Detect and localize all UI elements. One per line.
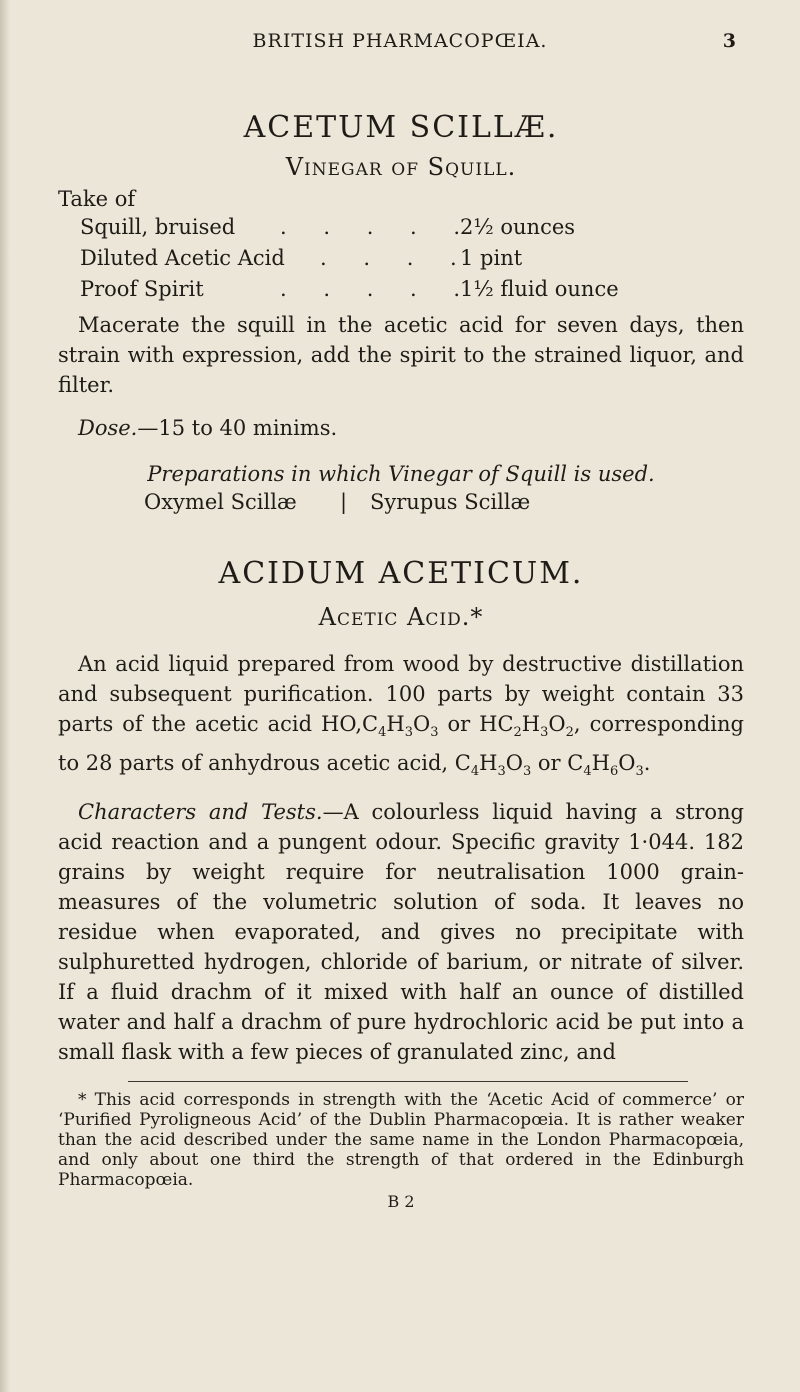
formula-subscript: 2 (565, 725, 574, 741)
description-start: An acid liquid prepared from wood by destructive distillation and subsequent purification. 100 parts by weight contain 33 parts of the acetic acid HO,C (58, 652, 744, 736)
formula-part: O (548, 712, 566, 736)
formula-subscript: 3 (522, 764, 532, 780)
formula-subscript: 6 (609, 764, 619, 780)
characters-text: —A colourless liquid having a strong acid reaction and a pungent odour. Specific gravity 1·044. 182 grains by weight require for neutralisation 1000 grain-measures of the volumetric solution of soda. It leaves no residue when evaporated, and gives no precipitate with sulphuretted hydrogen, chloride of barium, or nitrate of silver. If a fluid drachm of it mixed with half an ounce of distilled water and half a drachm of pure hydrochloric acid be put into a small flask with a few pieces of granulated zinc, and (58, 800, 744, 1065)
leader-dots: . . . . (320, 246, 472, 270)
ingredient-name: Proof Spirit (80, 277, 204, 301)
page-content (58, 80, 744, 1211)
acetum-scillae-title: ACETUM SCILLÆ. (243, 110, 559, 145)
ingredient-name: Squill, bruised (80, 215, 236, 239)
take-of-label: Take of (58, 187, 136, 211)
ingredient-list (58, 215, 744, 308)
preparation-separator: | (340, 490, 348, 514)
formula-part: O (412, 712, 431, 736)
leader-dots: . . . . . (280, 215, 476, 239)
dose-value: —15 to 40 minims. (137, 416, 338, 440)
formula-subscript: 3 (404, 725, 413, 741)
formula-subscript: 3 (497, 764, 506, 780)
formula-subscript: 2 (513, 725, 522, 741)
directions-paragraph: Macerate the squill in the acetic acid for seven days, then strain with expression, add the spirit to the strained liquor, and filter. (58, 313, 744, 397)
dose-line (58, 416, 744, 440)
ingredient-quantity: 1 pint (460, 246, 523, 270)
footnote: * This acid corresponds in strength with the ‘Acetic Acid of commerce’ or ‘Purified Pyroligneous Acid’ of the Dublin Pharmacopœia. It is rather weaker than the acid described under the same name in the London Pharmacopœia, and only about one third the strength of that ordered in the Edinburgh Pharmacopœia. (58, 1090, 744, 1191)
page-number: 3 (722, 30, 736, 52)
preparations-row (58, 490, 744, 524)
formula-part: O (618, 751, 636, 776)
characters-and-tests-paragraph (58, 797, 744, 1067)
ingredient-quantity: 2½ ounces (460, 215, 576, 239)
formula-subscript: 3 (540, 725, 549, 741)
formula-subscript: 3 (430, 725, 439, 741)
running-title: BRITISH PHARMACOPŒIA. (252, 30, 548, 52)
formula-or: or HC (438, 712, 514, 736)
formula-or: or C (531, 751, 584, 776)
ingredient-row (58, 246, 744, 277)
formula-part: H (591, 751, 610, 776)
acetic-acid-description (58, 649, 744, 787)
formula-end: . (643, 751, 651, 776)
ingredient-row (58, 277, 744, 308)
formula-part: O (505, 751, 523, 776)
characters-label: Characters and Tests. (78, 800, 323, 825)
formula-part: H (521, 712, 541, 736)
preparations-heading: Preparations in which Vinegar of Squill is used. (147, 462, 655, 486)
formula-part: H (386, 712, 405, 736)
description-mid: , corresponding to 28 parts of anhydrous acetic acid, C (58, 712, 744, 776)
formula-subscript: 3 (635, 764, 644, 780)
formula-part: H (479, 751, 498, 776)
formula-subscript: 4 (470, 764, 480, 780)
acetum-scillae-subtitle: Vinegar of Squill. (285, 153, 517, 181)
preparation-item: Syrupus Scillæ (370, 490, 531, 514)
formula-subscript: 4 (378, 725, 387, 741)
footnote-divider (128, 1081, 688, 1082)
ingredient-name: Diluted Acetic Acid (80, 246, 285, 270)
ingredient-quantity: 1½ fluid ounce (460, 277, 619, 301)
leader-dots: . . . . . (280, 277, 476, 301)
acidum-aceticum-title: ACIDUM ACETICUM. (218, 556, 584, 591)
ingredient-row (58, 215, 744, 246)
acidum-aceticum-subtitle: Acetic Acid.* (318, 603, 484, 631)
dose-label: Dose. (78, 416, 138, 440)
page-gutter-shadow (0, 0, 10, 1392)
preparation-item: Oxymel Scillæ (144, 490, 297, 514)
formula-subscript: 4 (583, 764, 592, 780)
running-header (0, 30, 800, 54)
signature-mark: B 2 (387, 1192, 415, 1212)
